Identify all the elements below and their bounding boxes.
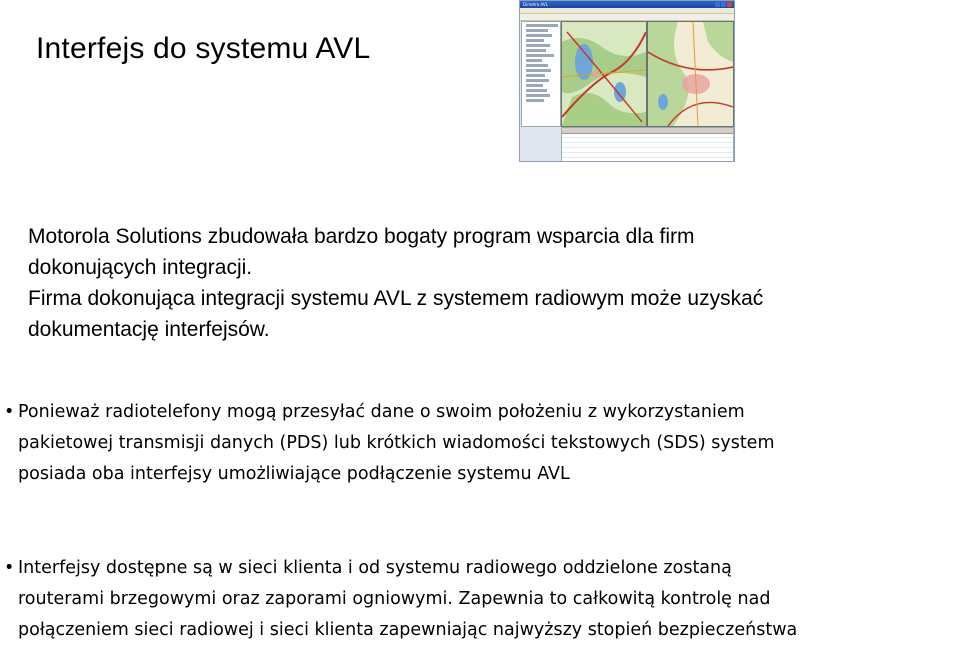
- grid-header: [562, 128, 733, 134]
- tool-bar: [520, 14, 734, 21]
- intro-line: Firma dokonująca integracji systemu AVL z systemem radiowym może uzyskać: [28, 287, 764, 310]
- close-icon: [727, 2, 732, 7]
- bullet-line: Ponieważ radiotelefony mogą przesyłać dane o swoim położeniu z wykorzystaniem: [18, 402, 745, 422]
- map-view-right: [647, 21, 734, 127]
- intro-line: dokumentację interfejsów.: [28, 318, 270, 341]
- bullet-line: połączeniem sieci radiowej i sieci klienta zapewniając najwyższy stopień bezpieczeństwa: [18, 620, 798, 640]
- window-titlebar: [520, 1, 734, 8]
- maximize-icon: [721, 2, 726, 7]
- intro-line: dokonujących integracji.: [28, 256, 253, 279]
- intro-line: Motorola Solutions zbudowała bardzo bogaty program wsparcia dla firm: [28, 225, 695, 248]
- event-grid: [561, 127, 734, 162]
- intro-text: [28, 221, 908, 345]
- bullet-dot: •: [4, 402, 15, 422]
- minimize-icon: [715, 2, 720, 7]
- avl-software-screenshot: [519, 0, 735, 162]
- bullet-line: pakietowej transmisji danych (PDS) lub krótkich wiadomości tekstowych (SDS) system: [18, 433, 775, 453]
- bullet-item-interfaces: [4, 553, 958, 646]
- bullet-item-pds-sds: [4, 397, 948, 490]
- bullet-line: Interfejsy dostępne są w sieci klienta i od systemu radiowego oddzielone zostaną: [18, 558, 732, 578]
- window-title: Dimetra AVL: [523, 2, 548, 7]
- bullet-line: routerami brzegowymi oraz zaporami ogniowymi. Zapewnia to całkowitą kontrolę nad: [18, 589, 771, 609]
- slide-title: Interfejs do systemu AVL: [36, 32, 371, 65]
- map-view-left: [561, 21, 647, 127]
- unit-tree-panel: [521, 21, 561, 127]
- bullet-dot: •: [4, 558, 15, 578]
- bullet-line: posiada oba interfejsy umożliwiające podłączenie systemu AVL: [18, 464, 570, 484]
